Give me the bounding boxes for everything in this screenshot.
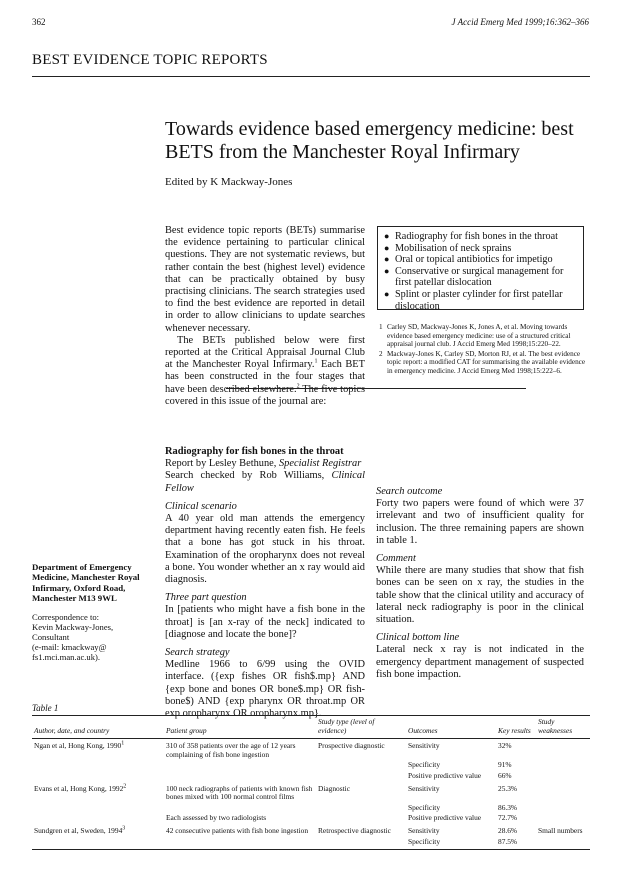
bullet-icon: ● — [384, 231, 390, 241]
bullet-icon: ● — [384, 265, 390, 276]
bet-column-1 — [165, 446, 365, 720]
intro-p2-part-b: Each BET has been constructed in the four stages that have been described elsewhere. — [165, 359, 366, 395]
cell-outcome: Specificity — [408, 760, 441, 770]
correspondence-name: Kevin Mackway-Jones, Consultant — [32, 621, 114, 642]
ref-marker-1: 1 — [314, 358, 318, 365]
department-address: Department of Emergency Medicine, Manchester Royal Infirmary, Oxford Road, Manchester M13 9WL — [32, 562, 140, 604]
col-author: Author, date, and country — [32, 716, 164, 739]
intro-p2-part-c: The five topics covered in this issue of the journal are: — [165, 383, 366, 407]
cell-result: 87.5% — [496, 837, 536, 850]
article-title: Towards evidence based emergency medicine: best BETS from the Manchester Royal Infirmary — [165, 118, 574, 163]
bottom-line-text: Lateral neck x ray is not indicated in the emergency department management of suspected fish bone impaction. — [376, 644, 584, 680]
cell-author — [32, 782, 164, 803]
topic-text: Radiography for fish bones in the throat — [395, 231, 558, 242]
cell-study: Prospective diagnostic — [318, 741, 385, 751]
search-by-text: Search checked by Rob Williams, — [165, 470, 332, 482]
col-key-results: Key results — [496, 716, 536, 739]
strategy-text: Medline 1966 to 6/99 using the OVID interface. ({exp fishes OR fish$.mp} AND {exp bone and bones OR bone$.mp} OR fish-bone$) AND {exp pharynx OR throat.mp OR exp oropharynx OR oropharynx.mp}. — [165, 659, 365, 720]
report-by-role: Specialist Registrar — [278, 458, 362, 470]
cell-outcome: Specificity — [408, 802, 441, 812]
section-title: BEST EVIDENCE TOPIC REPORTS — [32, 52, 268, 68]
comment-heading: Comment — [376, 553, 416, 565]
cell-patients — [164, 782, 316, 803]
evidence-table — [32, 715, 590, 850]
bullet-icon: ● — [384, 288, 390, 299]
divider-rule — [226, 388, 526, 389]
cell-patients — [164, 760, 316, 771]
scenario-heading: Clinical scenario — [165, 500, 237, 512]
cell-weakness — [536, 760, 590, 771]
cell-outcome: Positive predictive value — [408, 813, 482, 823]
topic-text: Splint or plaster cylinder for first patellar dislocation — [395, 288, 563, 312]
table-row — [32, 760, 590, 771]
references — [379, 323, 587, 377]
bottom-line-heading: Clinical bottom line — [376, 632, 460, 644]
cell-weakness — [536, 782, 590, 803]
topic-item — [384, 254, 577, 266]
journal-citation: J Accid Emerg Med 1999;16:362–366 — [451, 17, 589, 27]
reference-text: Carley SD, Mackway-Jones K, Jones A, et al. Moving towards evidence based emergency medicine: use of a structured critical appraisal journal club. J Accid Emerg Med 1998;15:220–22. — [387, 323, 571, 349]
reference-item — [379, 323, 587, 349]
topic-item — [384, 289, 577, 312]
col-study: Study type (level of evidence) — [316, 716, 406, 739]
cell-result: 66% — [498, 770, 512, 780]
cell-study — [316, 771, 406, 782]
cell-outcome: Specificity — [406, 837, 496, 850]
cell-patients — [164, 803, 316, 814]
cell-outcome: Sensitivity — [408, 825, 440, 835]
cell-weakness — [536, 739, 590, 761]
col-patients: Patient group — [164, 716, 316, 739]
author-ref: 3 — [122, 825, 126, 832]
affiliation — [32, 562, 152, 662]
topic-item — [384, 231, 577, 243]
reference-number: 2 — [379, 349, 383, 358]
cell-weakness — [536, 803, 590, 814]
intro-paragraph-2 — [165, 335, 365, 408]
cell-study: Retrospective diagnostic — [318, 825, 391, 835]
reference-number: 1 — [379, 323, 383, 331]
cell-patients — [164, 739, 316, 761]
cell-result: 28.6% — [498, 825, 518, 835]
topics-list — [384, 231, 577, 312]
question-heading: Three part question — [165, 592, 247, 604]
article-editor: Edited by K Mackway-Jones — [165, 176, 293, 188]
topic-text: Mobilisation of neck sprains — [395, 242, 512, 254]
cell-weakness — [536, 813, 590, 824]
cell-author — [32, 760, 164, 771]
cell-weakness: Small numbers — [538, 825, 583, 835]
cell-outcome: Positive predictive value — [408, 770, 482, 780]
cell-patients — [164, 813, 316, 824]
cell-result: 72.7% — [498, 813, 518, 823]
search-by-role: Clinical Fellow — [165, 470, 365, 494]
cell-result: 32% — [498, 741, 512, 751]
topic-text: Conservative or surgical management for first patellar dislocation — [395, 265, 564, 289]
cell-study — [316, 803, 406, 814]
cell-patients — [164, 824, 316, 837]
cell-study: Diagnostic — [318, 783, 351, 793]
bet-search-by — [165, 470, 365, 494]
table-row — [32, 803, 590, 814]
reference-item — [379, 350, 587, 376]
table-label: Table 1 — [32, 703, 59, 713]
table-row — [32, 824, 590, 837]
table-row — [32, 771, 590, 782]
bet-column-2 — [376, 446, 584, 681]
author-text: Evans et al, Hong Kong, 1992 — [34, 783, 124, 793]
cell-outcome: Sensitivity — [408, 783, 440, 793]
cell-result: 25.3% — [498, 783, 518, 793]
patients-extra: Each assessed by two radiologists — [166, 813, 267, 823]
scenario-text: A 40 year old man attends the emergency department having recently eaten fish. He feels that a bone has got stuck in his throat. Examination of the oropharynx does not reveal a bone. You wonder whether an x ray would aid diagnosis. — [165, 513, 365, 586]
table-row — [32, 739, 590, 761]
cell-study — [316, 813, 406, 824]
table-row — [32, 837, 590, 850]
cell-result: 91% — [498, 760, 512, 770]
intro-text — [165, 225, 365, 408]
outcome-heading: Search outcome — [376, 486, 443, 497]
correspondence-label: Correspondence to: — [32, 611, 100, 622]
author-ref: 2 — [123, 783, 127, 790]
intro-p2-part-a: The BETs published below were first reported at the Critical Appraisal Journal Club at the Manchester Royal Infirmary. — [165, 334, 365, 371]
col-outcomes: Outcomes — [406, 716, 496, 739]
topics-box — [377, 226, 584, 310]
table-body — [32, 739, 590, 850]
topic-text: Oral or topical antibiotics for impetigo — [395, 254, 553, 266]
bullet-icon: ● — [384, 242, 390, 253]
page-number: 362 — [32, 17, 46, 27]
question-text: In [patients who might have a fish bone in the throat] is [an x-ray of the neck] indicated to [diagnose and locate the bone]? — [165, 604, 365, 640]
ref-marker-2: 2 — [296, 383, 300, 390]
table-row — [32, 782, 590, 803]
cell-study — [316, 837, 406, 850]
cell-author — [32, 824, 164, 837]
reference-text: Mackway-Jones K, Carley SD, Morton RJ, et al. The best evidence topic report: a modified CAT for summarising the available evidence in emergency medicine. J Accid Emerg Med 1998;15:222–6. — [387, 349, 586, 375]
author-ref: 1 — [121, 740, 125, 747]
cell-author — [32, 771, 164, 782]
topic-item — [384, 266, 577, 289]
col-weaknesses: Study weaknesses — [536, 716, 590, 739]
report-by-text: Report by Lesley Bethune, — [165, 458, 279, 470]
section-rule — [32, 76, 590, 77]
author-text: Sundgren et al, Sweden, 1994 — [34, 825, 123, 835]
patients-text: 310 of 358 patients over the age of 12 years complaining of fish bone ingestion — [166, 741, 296, 759]
cell-weakness — [536, 771, 590, 782]
patients-text: 100 neck radiographs of patients with known fish bones mixed with 100 normal control films — [166, 783, 313, 802]
bet-report-by — [165, 458, 365, 470]
cell-result: 86.3% — [498, 802, 518, 812]
table-header-row — [32, 716, 590, 739]
cell-author — [32, 739, 164, 761]
outcome-text: Forty two papers were found of which were 37 irrelevant and two of insufficient quality for inclusion. The three remaining papers are shown in table 1. — [376, 498, 584, 546]
intro-paragraph-1: Best evidence topic reports (BETs) summarise the evidence pertaining to particular clinical questions. They are not systematic reviews, but rather contain the best (highest level) evidence that can be practically obtained by busy practising clinicians. The search strategies used to find the best evidence are reported in detail in order to allow clinicians to update searches whenever necessary. — [165, 225, 365, 334]
author-text: Ngan et al, Hong Kong, 1990 — [34, 741, 122, 751]
cell-outcome: Sensitivity — [408, 741, 440, 751]
strategy-heading: Search strategy — [165, 647, 230, 659]
cell-study — [316, 760, 406, 771]
bullet-icon: ● — [384, 254, 390, 265]
cell-author — [32, 813, 164, 824]
cell-patients — [164, 771, 316, 782]
table-row — [32, 813, 590, 824]
bet-heading: Radiography for fish bones in the throat — [165, 446, 344, 457]
cell-weakness — [536, 837, 590, 850]
comment-text: While there are many studies that show that fish bones can be seen on x ray, the studies in the table show that the clinical utility and accuracy of lateral neck radiography is poor in the clinical situation. — [376, 565, 584, 626]
topic-item — [384, 243, 577, 255]
cell-author — [32, 803, 164, 814]
patients-text: 42 consecutive patients with fish bone ingestion — [166, 825, 309, 835]
correspondence-email: (e-mail: kmackway@ fs1.mci.man.ac.uk). — [32, 641, 107, 662]
cell-patients — [164, 837, 316, 850]
cell-author — [32, 837, 164, 850]
